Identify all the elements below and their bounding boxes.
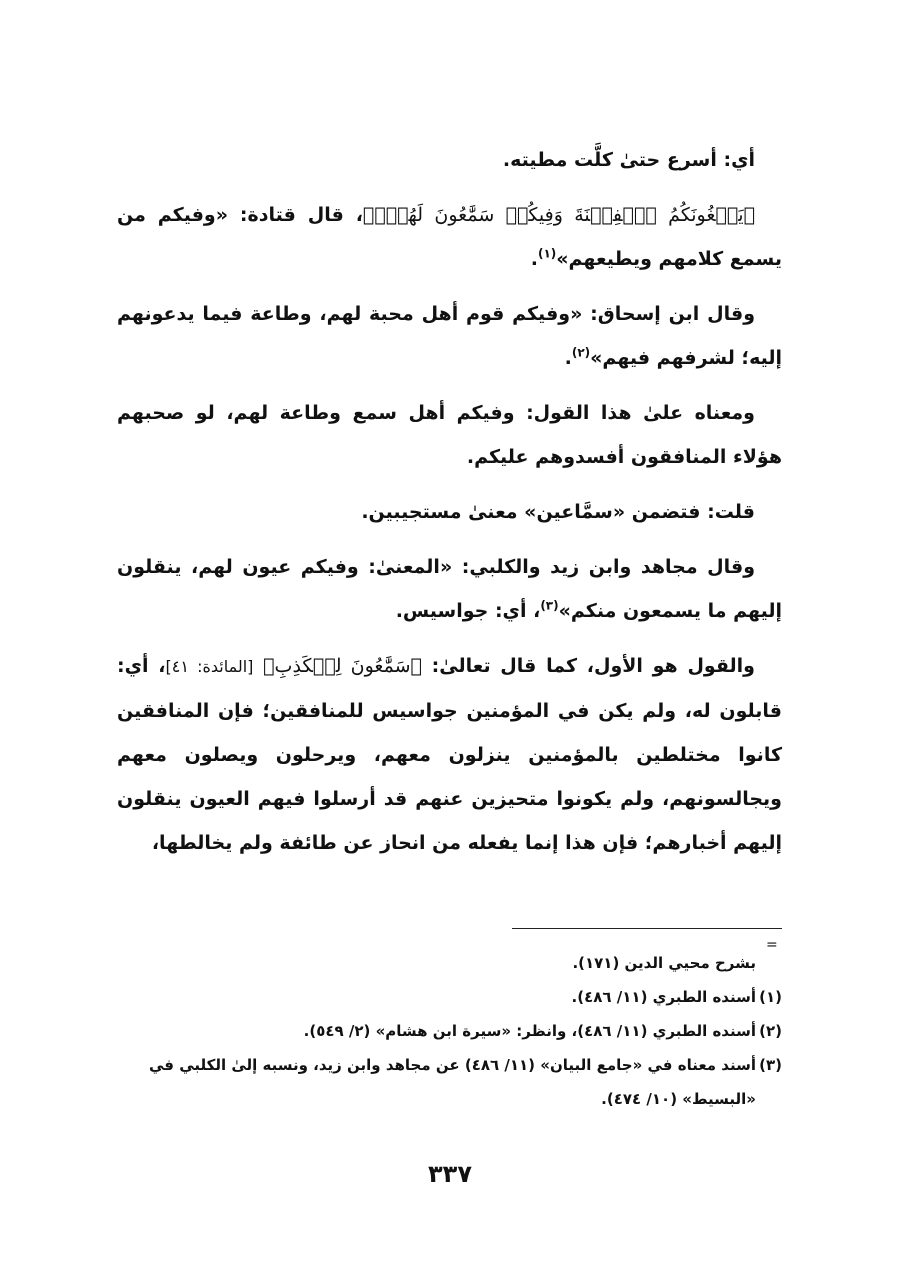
footnote-continuation: بشرح محيي الدين (١٧١). — [572, 954, 756, 972]
paragraph-4-text: ومعناه علىٰ هذا القول: وفيكم أهل سمع وطاعة لهم، لو صحبهم هؤلاء المنافقون أفسدوهم عليكم. — [117, 402, 782, 468]
paragraph-3 — [117, 292, 782, 380]
footnote-3-number: (٣) — [759, 1056, 782, 1074]
footnote-3 — [117, 1048, 782, 1116]
paragraph-4 — [117, 391, 782, 479]
footnotes — [117, 946, 782, 1116]
quran-verse-2: ﴿سَمَّٰعُونَ لِلۡكَذِبِ﴾ — [263, 655, 422, 677]
paragraph-7-lead: والقول هو الأول، كما قال تعالىٰ: — [421, 655, 755, 677]
paragraph-1 — [117, 138, 782, 182]
footnote-1 — [117, 980, 782, 1014]
footnote-ref-2[interactable]: (٢) — [571, 345, 591, 360]
footnote-2 — [117, 1014, 782, 1048]
footnote-continuation-mark: = — [766, 937, 778, 953]
main-text — [117, 138, 782, 876]
paragraph-1-text: أي: أسرع حتىٰ كلَّت مطيته. — [502, 149, 755, 171]
paragraph-5-text: قلت: فتضمن «سمَّاعين» معنىٰ مستجيبين. — [361, 501, 755, 523]
footnote-1-number: (١) — [759, 988, 782, 1006]
footnote-ref-1[interactable]: (١) — [537, 246, 557, 261]
paragraph-5 — [117, 490, 782, 534]
paragraph-7 — [117, 644, 782, 865]
footnote-separator — [512, 928, 782, 929]
footnote-2-number: (٢) — [759, 1022, 782, 1040]
paragraph-2-end: . — [530, 248, 538, 270]
paragraph-2-text: ، قال قتادة: «وفيكم من يسمع كلامهم ويطيعهم» — [117, 204, 782, 270]
page-number: ٣٣٧ — [428, 1160, 472, 1188]
sura-reference: [المائدة: ٤١] — [165, 657, 254, 676]
paragraph-3-end: . — [564, 347, 572, 369]
paragraph-6-end: ، أي: جواسيس. — [395, 600, 541, 622]
footnote-2-text: أسنده الطبري (١١/ ٤٨٦)، وانظر: «سيرة ابن هشام» (٢/ ٥٤٩). — [303, 1022, 756, 1040]
footnote-ref-3[interactable]: (٣) — [540, 598, 559, 613]
paragraph-6-text: وقال مجاهد وابن زيد والكلبي: «المعنىٰ: وفيكم عيون لهم، ينقلون إليهم ما يسمعون منكم» — [117, 556, 782, 622]
footnote-1-text: أسنده الطبري (١١/ ٤٨٦). — [571, 988, 756, 1006]
paragraph-3-text: وقال ابن إسحاق: «وفيكم قوم أهل محبة لهم، وطاعة فيما يدعونهم إليه؛ لشرفهم فيهم» — [117, 303, 782, 369]
paragraph-2 — [117, 193, 782, 281]
paragraph-6 — [117, 545, 782, 633]
quran-verse-1: ﴿يَبۡغُونَكُمُ ٱلۡفِتۡنَةَ وَفِيكُمۡ سَمَّٰعُونَ لَهُمۡۗ﴾ — [362, 204, 755, 226]
paragraph-7-text: ، أي: قابلون له، ولم يكن في المؤمنين جواسيس للمنافقين؛ فإن المنافقين كانوا مختلطين بالمؤمنين ينزلون معهم، ويرحلون ويصلون معهم ويجالسونهم، ولم يكونوا متحيزين عنهم قد أرسلوا فيهم العيون ينقلون إليهم أخبارهم؛ فإن هذا إنما يفعله من انحاز عن طائفة ولم يخالطها، — [117, 655, 782, 854]
footnote-3-text: أسند معناه في «جامع البيان» (١١/ ٤٨٦) عن مجاهد وابن زيد، ونسبه إلىٰ الكلبي في «البسيط» (١٠/ ٤٧٤). — [148, 1056, 756, 1108]
